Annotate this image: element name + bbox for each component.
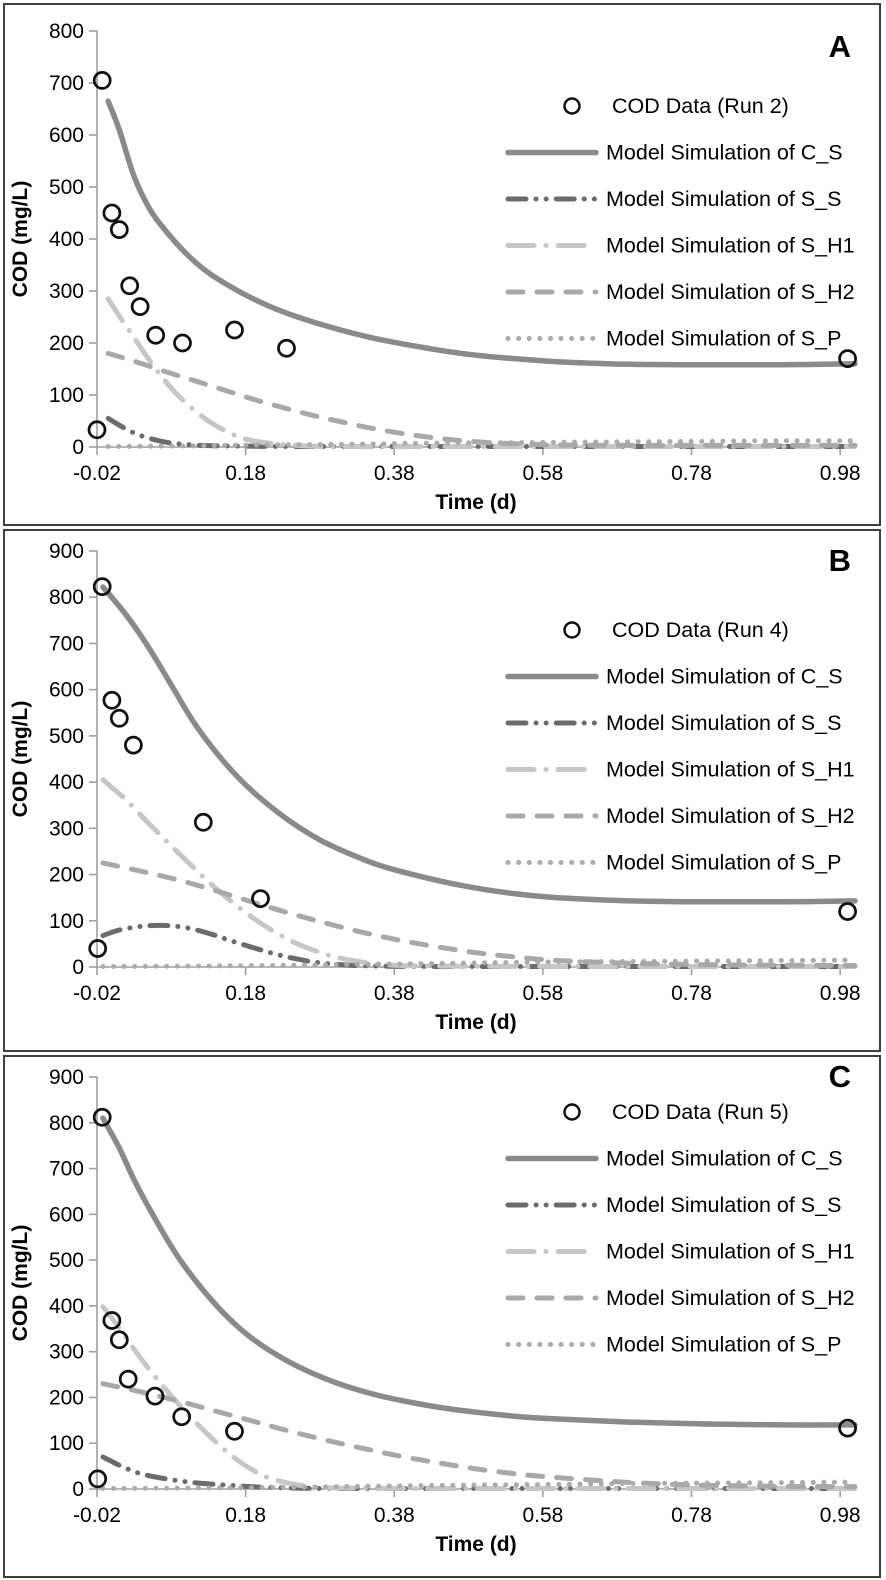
x-axis-title: Time (d)	[435, 1011, 517, 1034]
y-axis-title: COD (mg/L)	[9, 700, 32, 818]
data-point	[132, 299, 148, 315]
panel-b	[3, 529, 881, 1052]
data-point	[120, 1371, 136, 1387]
series-line-s_h1	[108, 299, 855, 447]
x-tick-label: 0.18	[225, 462, 267, 485]
y-axis-title: COD (mg/L)	[9, 1224, 32, 1342]
y-tick-label: 600	[48, 678, 84, 702]
x-tick-label: 0.78	[671, 1504, 712, 1527]
y-tick-label: 300	[48, 1340, 84, 1364]
legend	[508, 94, 855, 351]
x-tick-label: 0.98	[819, 462, 861, 485]
x-axis-title: Time (d)	[435, 1533, 517, 1556]
series-line-s_h2	[103, 1384, 855, 1487]
panel-letter: A	[828, 29, 851, 64]
y-tick-label: 500	[48, 724, 84, 748]
legend	[508, 618, 855, 875]
y-tick-label: 0	[72, 436, 84, 459]
y-tick-label: 900	[48, 540, 84, 563]
x-axis-title: Time (d)	[435, 491, 517, 514]
data-point	[227, 1423, 243, 1439]
data-point	[840, 904, 856, 920]
data-point	[111, 1332, 127, 1348]
x-tick-label: 0.38	[373, 1504, 415, 1527]
y-tick-label: 100	[48, 1432, 84, 1456]
series-line-s_s	[103, 925, 855, 966]
legend-label-s_h2: Model Simulation of S_H2	[606, 280, 855, 304]
legend-label-cod-data: COD Data (Run 4)	[612, 618, 789, 642]
y-tick-label: 800	[48, 1111, 84, 1135]
y-tick-label: 0	[72, 1478, 84, 1501]
data-point	[104, 205, 120, 221]
y-tick-label: 200	[48, 1386, 84, 1410]
y-tick-label: 700	[48, 72, 84, 95]
y-tick-label: 100	[48, 909, 84, 933]
y-tick-label: 800	[48, 586, 84, 610]
legend-label-s_p: Model Simulation of S_P	[606, 850, 842, 875]
x-tick-label: -0.02	[73, 982, 121, 1005]
panel-b-chart	[5, 531, 879, 1050]
panel-a	[3, 3, 881, 526]
data-point	[122, 278, 138, 294]
panel-a-chart	[5, 5, 879, 524]
x-tick-label: 0.38	[373, 982, 415, 1005]
y-tick-label: 500	[48, 176, 84, 199]
y-tick-label: 300	[48, 817, 84, 841]
x-tick-label: -0.02	[73, 1504, 121, 1527]
data-point	[253, 891, 269, 907]
y-tick-label: 0	[72, 956, 84, 979]
x-tick-label: 0.98	[819, 1504, 861, 1527]
panel-c	[3, 1055, 881, 1578]
data-point	[125, 737, 141, 753]
legend-label-s_s: Model Simulation of S_S	[606, 1193, 842, 1217]
data-point	[175, 335, 191, 351]
legend-label-s_h2: Model Simulation of S_H2	[606, 1286, 855, 1310]
legend-label-s_p: Model Simulation of S_P	[606, 1332, 842, 1357]
data-point	[111, 222, 127, 238]
x-tick-label: 0.58	[522, 462, 564, 485]
y-tick-label: 700	[48, 1157, 84, 1181]
y-tick-label: 100	[48, 384, 84, 407]
x-tick-label: 0.18	[225, 1504, 267, 1527]
panel-letter: C	[828, 1059, 851, 1094]
legend-marker-cod-data	[565, 623, 580, 638]
legend-label-s_h1: Model Simulation of S_H1	[606, 1239, 855, 1264]
legend-label-cod-data: COD Data (Run 2)	[612, 94, 789, 118]
x-tick-label: 0.98	[819, 982, 861, 1005]
x-tick-label: 0.58	[522, 1504, 564, 1527]
y-tick-label: 400	[48, 228, 84, 251]
panel-c-chart	[5, 1057, 879, 1576]
legend-label-cod-data: COD Data (Run 5)	[612, 1100, 789, 1124]
legend-label-s_s: Model Simulation of S_S	[606, 187, 842, 211]
data-point	[104, 692, 120, 708]
data-point	[279, 340, 295, 356]
data-point	[195, 814, 211, 830]
y-tick-label: 600	[48, 1203, 84, 1227]
data-point	[227, 322, 243, 338]
legend-marker-cod-data	[565, 99, 580, 114]
legend-label-s_h1: Model Simulation of S_H1	[606, 757, 855, 782]
legend-label-s_s: Model Simulation of S_S	[606, 711, 842, 735]
x-tick-label: 0.38	[373, 462, 415, 485]
x-tick-label: -0.02	[73, 462, 121, 485]
legend-label-s_h2: Model Simulation of S_H2	[606, 804, 855, 828]
y-tick-label: 300	[48, 280, 84, 303]
y-tick-label: 400	[48, 771, 84, 795]
legend-marker-cod-data	[565, 1105, 580, 1120]
y-tick-label: 900	[48, 1066, 84, 1089]
legend-label-s_p: Model Simulation of S_P	[606, 326, 842, 351]
x-tick-label: 0.78	[671, 982, 712, 1005]
x-tick-label: 0.78	[671, 462, 712, 485]
panel-letter: B	[828, 543, 851, 578]
y-tick-label: 500	[48, 1249, 84, 1273]
series-line-s_h2	[103, 863, 855, 966]
data-point	[111, 710, 127, 726]
y-tick-label: 600	[48, 124, 84, 147]
legend-label-s_h1: Model Simulation of S_H1	[606, 233, 855, 258]
y-axis-title: COD (mg/L)	[9, 180, 32, 298]
y-tick-label: 200	[48, 332, 84, 355]
x-tick-label: 0.58	[522, 982, 564, 1005]
legend	[508, 1100, 855, 1357]
data-point	[148, 327, 164, 343]
y-tick-label: 800	[48, 20, 84, 43]
y-tick-label: 400	[48, 1294, 84, 1318]
legend-label-c_s: Model Simulation of C_S	[606, 664, 843, 689]
legend-label-c_s: Model Simulation of C_S	[606, 140, 843, 165]
y-tick-label: 700	[48, 632, 84, 656]
y-tick-label: 200	[48, 863, 84, 887]
x-tick-label: 0.18	[225, 982, 267, 1005]
legend-label-c_s: Model Simulation of C_S	[606, 1146, 843, 1171]
